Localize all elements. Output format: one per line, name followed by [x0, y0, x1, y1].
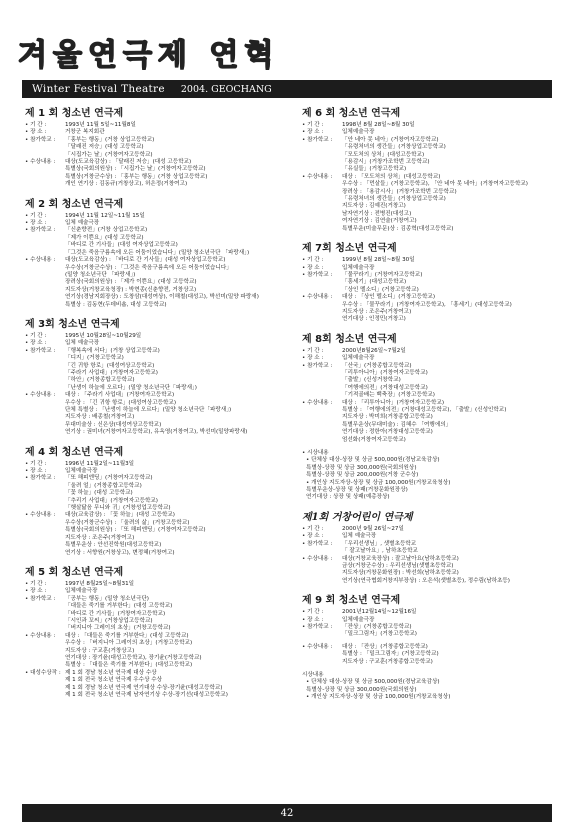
info-row [25, 392, 283, 436]
info-line: 「유실들」(거창고등학교) [342, 166, 407, 173]
info-label: • 수상내용 : [25, 257, 56, 264]
info-line: 입체예술극장 [342, 129, 375, 136]
info-row [302, 355, 560, 362]
info-row [25, 475, 283, 512]
info-line: 「긴 귀항 항로」(대성여상고등학교) [65, 362, 155, 369]
info-label: • 대성수상작 : [25, 669, 61, 676]
awards-line: 특별무운상-상장 및 상패(거창문화원장상) [306, 487, 408, 494]
info-line: 「대들은 죽기를 거부한다」(대성 고등학교) [65, 603, 173, 610]
info-label: • 기 간 : [25, 580, 47, 587]
info-line: 연기상(연극협회거창지부장상) : 오은석(샛별초등), 정수림(남하초등) [342, 577, 510, 584]
info-line: 입체 예술극장 [342, 533, 377, 540]
info-line: 1994년 11월 12일~11월 15일 [65, 212, 145, 219]
info-label: • 참가학교 : [25, 475, 56, 482]
info-label: • 기 간 : [25, 460, 47, 467]
info-label: • 수상내용 : [302, 555, 333, 562]
info-line: 개인 연기상 : 김동규(거창상고), 허은정(거창여고) [65, 181, 188, 188]
info-line: 「여행에의전」(거창대성고등학교) [342, 384, 428, 391]
info-line: 「밀크그림자」(거창고등학교) [342, 631, 417, 638]
info-line: 금상(거창군수상) : 우리선생님(샛별초등학교) [342, 562, 454, 569]
info-row [25, 227, 283, 257]
info-line: 대상 : 「리투아니아」(거창여자고등학교) [342, 399, 445, 406]
info-value [342, 363, 560, 400]
info-row [25, 213, 283, 220]
info-label: • 수상내용 : [302, 643, 333, 650]
info-label: • 기 간 : [302, 257, 324, 264]
info-line: 지도자상 : 조은주(거창여고) [342, 308, 412, 315]
page-title: 겨울연극제 연혁 [18, 38, 280, 73]
info-label: • 장 소 : [302, 533, 324, 540]
info-row [302, 257, 560, 264]
info-row [302, 174, 560, 233]
festival-section [302, 104, 560, 233]
section-title: 제 7회 청소년 연극제 [302, 243, 397, 255]
info-value [342, 609, 560, 616]
info-label: • 수상내용 : [25, 392, 56, 399]
info-line: 「리투아니아」(거창여자고등학교) [342, 369, 428, 376]
info-row [25, 581, 283, 588]
info-line: 우수상 : 「물꾸라기」(거창여자고등학교), 「흥세기」(대성고등학교) [342, 301, 512, 308]
section-title: 제 6 회 청소년 연극제 [302, 108, 401, 119]
info-label: • 기 간 : [302, 525, 324, 532]
info-line: 제 1 회 전국 청소년 연극제 우수상 수상 [65, 677, 163, 684]
info-value [65, 129, 283, 136]
info-line: 제 1 회 경남 청소년 연극제 대상 수상 [65, 669, 157, 676]
info-value [342, 174, 560, 233]
info-value [65, 392, 283, 436]
info-label: • 장 소 : [25, 340, 47, 347]
section-title: 제1회 거창어린이 연극제 [302, 511, 413, 523]
header-banner [22, 80, 552, 98]
banner-year-location: 2004. GEOCHANG [180, 83, 272, 95]
festival-section [25, 315, 283, 437]
info-label: • 참가학교 : [302, 623, 333, 630]
info-value [65, 633, 283, 670]
info-value [65, 670, 283, 700]
info-row [25, 348, 283, 392]
info-line: 입체예술극장 [342, 264, 375, 271]
info-row [25, 588, 283, 595]
info-line: 제 1 회 전국 청소년 연극제 남자연기상 수상-장기선(대성고등학교) [65, 692, 228, 698]
info-line: 「제가 이쁜요」(대성 고등학교) [65, 234, 144, 241]
awards-summary [302, 672, 560, 702]
awards-line: • 단체상 대상-상장 및 상금 500,000원(경남교육감상) [306, 457, 440, 464]
info-row [302, 609, 560, 616]
info-value [65, 159, 283, 189]
info-line: 연기대상 : 인정민(거창고) [342, 316, 406, 323]
info-label: • 참가학교 : [302, 362, 333, 369]
info-line: 특별상(거창군수상) : 「홍부는 행동」(거창 상업고등학교) [65, 173, 208, 180]
info-row [302, 272, 560, 294]
info-line: 대상 : 「상인 멜소디」(거창고등학교) [342, 294, 436, 301]
info-line: 「행복속에 서다」(거창 상업고등학교) [65, 347, 160, 354]
info-row [25, 596, 283, 633]
info-line: 우수상(거창군수상) : 「그것은 죽음구름속에 오든 어둠이었습니다」 [65, 264, 232, 271]
info-value [342, 348, 560, 355]
info-line: 단체 특별상 : 「난생이 하늘에 오르다」(밀양 청소년극단「파랑새」) [65, 407, 232, 413]
info-label: • 장 소 : [302, 355, 324, 362]
info-line: 특별상(국회의원상) : 「또 해피엔딩」(거창여자고등학교) [65, 527, 206, 534]
info-value [65, 461, 283, 468]
info-line: 연기상 : 서향원(거창상고), 변정혜(거창여고) [65, 549, 175, 556]
info-label: • 참가학교 : [302, 136, 333, 143]
info-label: • 장 소 : [25, 468, 47, 475]
info-label: • 참가학교 : [302, 271, 333, 278]
info-row [25, 159, 283, 189]
info-line: (밀양 청소년극단 「파랑새」) [65, 271, 136, 278]
info-line: 지도자상 : 박미희(거창종합고등학교) [342, 414, 433, 421]
banner-english-title: Winter Festival Theatre [32, 83, 165, 95]
info-label: • 참가학교 : [25, 595, 56, 602]
info-label: • 참가학교 : [25, 136, 56, 143]
info-row [25, 129, 283, 136]
info-label: • 참가학교 : [302, 540, 333, 547]
info-line: 「꽃 하늘」(대성 고등학교) [65, 490, 133, 497]
info-line: 「 잘고날아요」, 남하초등학교 [342, 548, 418, 555]
section-title: 제 4 회 청소년 연극제 [25, 446, 124, 458]
info-line: 「상인 멜소디」(거창고등학교) [342, 286, 419, 293]
info-row [302, 129, 560, 136]
info-row [25, 220, 283, 227]
info-line: 대상 : 「주라기 사업대」(거창여자고등학교) [65, 392, 175, 399]
info-value [65, 340, 283, 347]
info-line: 특별상 : 「밀크그림자」(거창고등학교) [342, 651, 439, 658]
info-label: • 장 소 : [302, 129, 324, 136]
festival-section [302, 239, 560, 324]
info-row [25, 137, 283, 159]
info-value [65, 588, 283, 595]
info-row [25, 633, 283, 670]
info-line: 2001년12월14일~12월16일 [342, 609, 417, 616]
info-label: • 장 소 : [25, 588, 47, 595]
info-label: • 참가학교 : [25, 227, 56, 234]
info-value [342, 533, 560, 540]
info-row [302, 122, 560, 129]
info-line: 거창군 복지회관 [65, 129, 105, 136]
page-number: 42 [280, 807, 294, 819]
info-row [25, 670, 283, 700]
info-line: 「흥세기」(대성고등학교) [342, 279, 407, 286]
festival-section [25, 443, 283, 557]
info-line: 「홍부는 행동」(거창 상업고등학교) [65, 136, 155, 143]
festival-section [25, 104, 283, 189]
info-line: 「주라기 사업대」(거창여자고등학교) [65, 369, 158, 376]
info-line: 대상(도교육감상) : 「달래진 저승」(대성 고등학교) [65, 159, 192, 166]
section-title: 제 2 회 청소년 연극제 [25, 198, 124, 210]
info-value [342, 644, 560, 666]
info-row [25, 122, 283, 129]
info-line: 1997년 8월25일~8월31일 [65, 580, 135, 587]
info-row [302, 624, 560, 639]
info-line: 1999년 8월 28일~8월 30일 [342, 257, 415, 264]
info-line: 입체예술극장 [65, 588, 98, 595]
info-label: • 기 간 : [302, 122, 324, 128]
info-line: 「안 네아 못 네아」(거창여자고등학교) [342, 136, 439, 143]
left-column [25, 104, 283, 804]
info-value [342, 129, 560, 136]
section-title: 제 5 회 청소년 연극제 [25, 566, 124, 578]
info-row [25, 512, 283, 556]
info-line: 무대미술상 : 신은상(대성여상고등학교) [65, 421, 162, 428]
info-line: 「햇살닮음 무니와 귀」(거창성업고등학교) [65, 505, 171, 512]
info-value [342, 272, 560, 294]
info-line: 우수상 : 「버지니아 그레이의 초상」(거창고등학교) [65, 640, 193, 647]
info-line: 연기상(경남지회장상) : 도창삼(대성여상), 이해철(대성고), 박선미(밀양 파랑새) [65, 294, 259, 301]
info-row [25, 340, 283, 347]
info-line: 「시인과 꼬씨」(거창상업고등학교) [65, 617, 153, 624]
info-line: 입체예술극장 [342, 616, 375, 623]
info-line: 특별상 : 「대들은 죽기를 거부한다」(대성고등학교) [65, 662, 193, 669]
info-value [342, 265, 560, 272]
info-line: 특별상 : 김동현(두데비숍, 대성 고등학교) [65, 301, 167, 308]
info-row [302, 265, 560, 272]
info-line: 「신춘향전」(거창 상업고등학교) [65, 227, 148, 234]
info-row [25, 257, 283, 309]
info-label: • 수상내용 : [302, 399, 333, 406]
info-value [342, 137, 560, 174]
awards-heading: 시상내용 [302, 671, 324, 678]
info-label: • 수상내용 : [25, 512, 56, 519]
info-line: 1995년 10월28일~10월29일 [65, 332, 142, 339]
info-label: • 기 간 : [25, 212, 47, 219]
info-line: 입체예술극장 [65, 468, 98, 475]
info-value [342, 541, 560, 556]
info-line: 특별상(국회의원상) : 「시집가는 날」(거창여자고등학교) [65, 166, 206, 173]
info-line: 「버지니아 그레이의 초상」(거창고등학교) [65, 625, 171, 632]
info-line: 입체 예술극장 [65, 340, 100, 347]
footer-bar [22, 804, 552, 822]
info-label: • 참가학교 : [25, 347, 56, 354]
info-label: • 수상내용 : [302, 173, 333, 180]
info-line: 「모도처의 상처」(대성고등학교) [342, 151, 425, 158]
festival-section [25, 195, 283, 309]
awards-line: 특별상-상장 및 상금 300,000원(국회의원상) [306, 686, 417, 693]
info-row [25, 468, 283, 475]
info-row [302, 644, 560, 666]
info-value [65, 257, 283, 309]
info-line: 지도자상 : 배종철(거창여고) [65, 414, 135, 421]
info-row [302, 137, 560, 174]
info-value [65, 227, 283, 257]
info-line: 「출발」(신성거창학교) [342, 377, 401, 384]
info-line: 대상(도교육감상) : 「바디로 간 기사들」(대성 여자상업고등학교) [65, 257, 226, 264]
info-row [302, 617, 560, 624]
section-title: 제 8회 청소년 연극제 [302, 333, 397, 345]
info-line: 대상 : 「모도처의 상처」(대성고등학교) [342, 173, 441, 180]
section-title: 제 1 회 청소년 연극제 [25, 108, 124, 119]
info-line: 「울려 얼」(거창종합고등학교) [65, 482, 142, 489]
festival-section [302, 508, 560, 585]
info-value [65, 213, 283, 220]
info-value [65, 137, 283, 159]
awards-line: 특별상-상장 및 상금 300,000원(국회의원상) [306, 464, 417, 471]
festival-section [25, 563, 283, 700]
info-line: 「바디로 간 기사들」(대성 여자상업고등학교) [65, 242, 178, 249]
info-value [342, 400, 560, 444]
info-value [342, 556, 560, 586]
info-line: 특별무운상 : 안선진학원(대성고등학교) [65, 542, 162, 549]
info-line: 「유령처녀의 생간들」(거창상업고등학교) [342, 196, 446, 203]
info-row [302, 556, 560, 586]
info-value [65, 581, 283, 588]
info-label: • 기 간 : [302, 609, 324, 616]
info-line: 1993년 11월 5일~11월8일 [65, 122, 136, 128]
info-row [302, 363, 560, 400]
info-label: • 장 소 : [25, 129, 47, 136]
info-line: 「시집가는 날」(거창여자고등학교) [65, 151, 153, 158]
info-line: 지도자상 : 구교훈(거창상고) [65, 647, 135, 654]
info-label: • 장 소 : [302, 264, 324, 271]
awards-line: • 개인상 지도자상-상장 및 상금 100,000원(거창교육청상) [306, 694, 451, 701]
info-value [65, 596, 283, 633]
info-line: 「디지」(거창고등학교) [65, 355, 124, 362]
info-line: 「공부는 행동」(밀양 청소년극단) [65, 595, 149, 602]
info-line: 장려상 : 「용감시사」(거창가조학번 고등학교) [342, 188, 457, 195]
info-line: 「용감시」(거창가조학번 고등학교) [342, 159, 430, 166]
info-value [342, 355, 560, 362]
info-line: 1996년 11월2일~11월3일 [65, 460, 135, 467]
info-line: 「난생이 하늘에 오르다」(밀양 청소년극단「파랑새」) [65, 384, 197, 391]
info-line: 「바디로 간 기사들」(거창여자고등학교) [65, 610, 166, 617]
info-line: 제 1 회 경남 청소년 연극제 연기대상 수상-장기윤(대성고등학교) [65, 684, 223, 691]
info-line: 지도자상(거창문화원장) : 박선희(남하초등학교) [342, 570, 459, 577]
awards-line: • 개인상 지도자상-상장 및 상금 100,000원(거창교육청상) [306, 479, 451, 486]
info-row [302, 348, 560, 355]
info-value [65, 348, 283, 392]
info-line: 연기상 : 권미녀(거창여자고등학교), 유옥영(거창여고), 박선미(밀양파랑새) [65, 429, 248, 436]
info-line: 「하안」(거창종합고등학교) [65, 377, 135, 384]
awards-line: • 단체상 대상-상장 및 상금 500,000원(경남교육감상) [306, 679, 440, 686]
info-line: 특별무운(미술무문)상 : 김종혁(대성고등학교) [342, 225, 454, 232]
info-value [342, 257, 560, 264]
info-label: • 기 간 : [25, 332, 47, 339]
info-label: • 장 소 : [302, 616, 324, 623]
info-line: 연기대상 : 장기윤(대성고등학교), 장기윤(거창고등학교) [65, 654, 202, 661]
info-line: 지도자상 : 김예진(거창고) [342, 203, 406, 210]
info-label: • 수상내용 : [302, 294, 333, 301]
awards-heading: • 시상내용 [302, 450, 329, 457]
awards-line: 연기대상 : 상장 및 상패(예총장상) [306, 494, 390, 501]
info-line: 대상(교육감상) : 「꽃 하늘」(대성 고등학교) [65, 512, 175, 519]
info-row [302, 541, 560, 556]
info-line: 연기대상 : 정한아(거창대성고등학교) [342, 429, 433, 436]
info-line: 우수상 : 「먼살들」(거창고등학교), 「안 네아 못 네아」(거창여자고등학교) [342, 181, 528, 188]
section-title: 제 9 회 청소년 연극제 [302, 595, 401, 607]
info-line: 입체예술극장 [342, 355, 375, 362]
section-title: 제 3회 청소년 연극제 [25, 318, 120, 330]
info-line: 「물꾸라기」(거창여자고등학교) [342, 271, 423, 278]
festival-section [302, 330, 560, 444]
info-line: 「그것은 죽음구름속에 오든 어둠이었습니다」(밀양 청소년극단 「파랑새」) [65, 249, 250, 256]
info-line: 「기적골배는 백축장」(거창고등학교) [342, 392, 435, 399]
info-line: 지도자상 : 조은주(거창여고) [65, 534, 135, 541]
info-line: 2000년8월26일~7월2일 [342, 347, 406, 354]
info-line: 남자연기상 : 전병진(대성고) [342, 210, 412, 217]
info-line: 여자연기상 : 김연술(거창여고) [342, 218, 417, 225]
info-line: 2000년 9월 26일~27일 [342, 525, 404, 532]
info-line: 대상(거창교육장상) : 잘고날아요(남하초등학교) [342, 555, 459, 562]
info-line: 「잔상」(거창종합고등학교) [342, 623, 412, 630]
info-line: 「달래진 저승」(대성 고등학교) [65, 144, 144, 151]
info-value [342, 122, 560, 129]
info-line: 1998년 8월 28일~8월 30일 [342, 122, 415, 128]
info-line: 입체 예술극장 [65, 220, 100, 227]
info-line: 지도자상 : 구교훈(거창종합고등학교) [342, 658, 433, 665]
info-value [342, 624, 560, 639]
info-line: 「추리기 사업대」(거창여자고등학교) [65, 497, 158, 504]
info-label: • 기 간 : [302, 347, 324, 354]
info-line: 지도자상(거창교육청장) : 박현종(신춘향전, 거창상고) [65, 286, 197, 293]
awards-summary [302, 450, 560, 502]
info-line: 우수상(거창군수상) : 「울려의 삶」(거창고등학교) [65, 519, 190, 526]
info-label: • 수상내용 : [25, 632, 56, 639]
info-line: 특별무운상(무대미술) : 김혜수 「여행에의」 [342, 421, 452, 428]
info-line: 「또 해피엔딩」(거창여자고등학교) [65, 475, 153, 482]
info-row [25, 333, 283, 340]
info-line: 「우리선생님」, 샛별초등학교 [342, 540, 417, 547]
info-row [302, 294, 560, 324]
info-line: 「산국」(거창종합고등학교) [342, 362, 412, 369]
info-row [302, 400, 560, 444]
info-value [342, 294, 560, 324]
info-row [302, 533, 560, 540]
info-value [65, 475, 283, 512]
info-row [302, 526, 560, 533]
info-line: 대상 : 「잔상」(거창종합고등학교) [342, 643, 428, 650]
right-column [302, 104, 560, 804]
info-label: • 장 소 : [25, 220, 47, 227]
info-row [25, 461, 283, 468]
info-label: • 기 간 : [25, 122, 47, 128]
awards-line: 특별상-상장 및 상금 200,000원(거창 군수상) [306, 472, 419, 479]
info-label: • 수상내용 : [25, 159, 56, 166]
festival-section [302, 591, 560, 666]
info-line: 장려상(국회의원상) : 「제가 이쁜요」(대성 고등학교) [65, 279, 197, 286]
info-line: 대상 : 「대들은 죽기를 거부한다」(대성 고등학교) [65, 632, 189, 639]
info-line: 우수상 : 「긴 귀항 항로」(대성여상고등학교) [65, 399, 177, 406]
info-value [342, 617, 560, 624]
info-value [65, 512, 283, 556]
info-line: 특별상 : 「여행에의전」(거창대성고등학교), 「출발」(신성인학교) [342, 407, 507, 413]
info-line: 엄선화(거창여자고등학교) [342, 436, 406, 443]
info-line: 「유령처녀의 생간들」(거창상업고등학교) [342, 144, 446, 151]
